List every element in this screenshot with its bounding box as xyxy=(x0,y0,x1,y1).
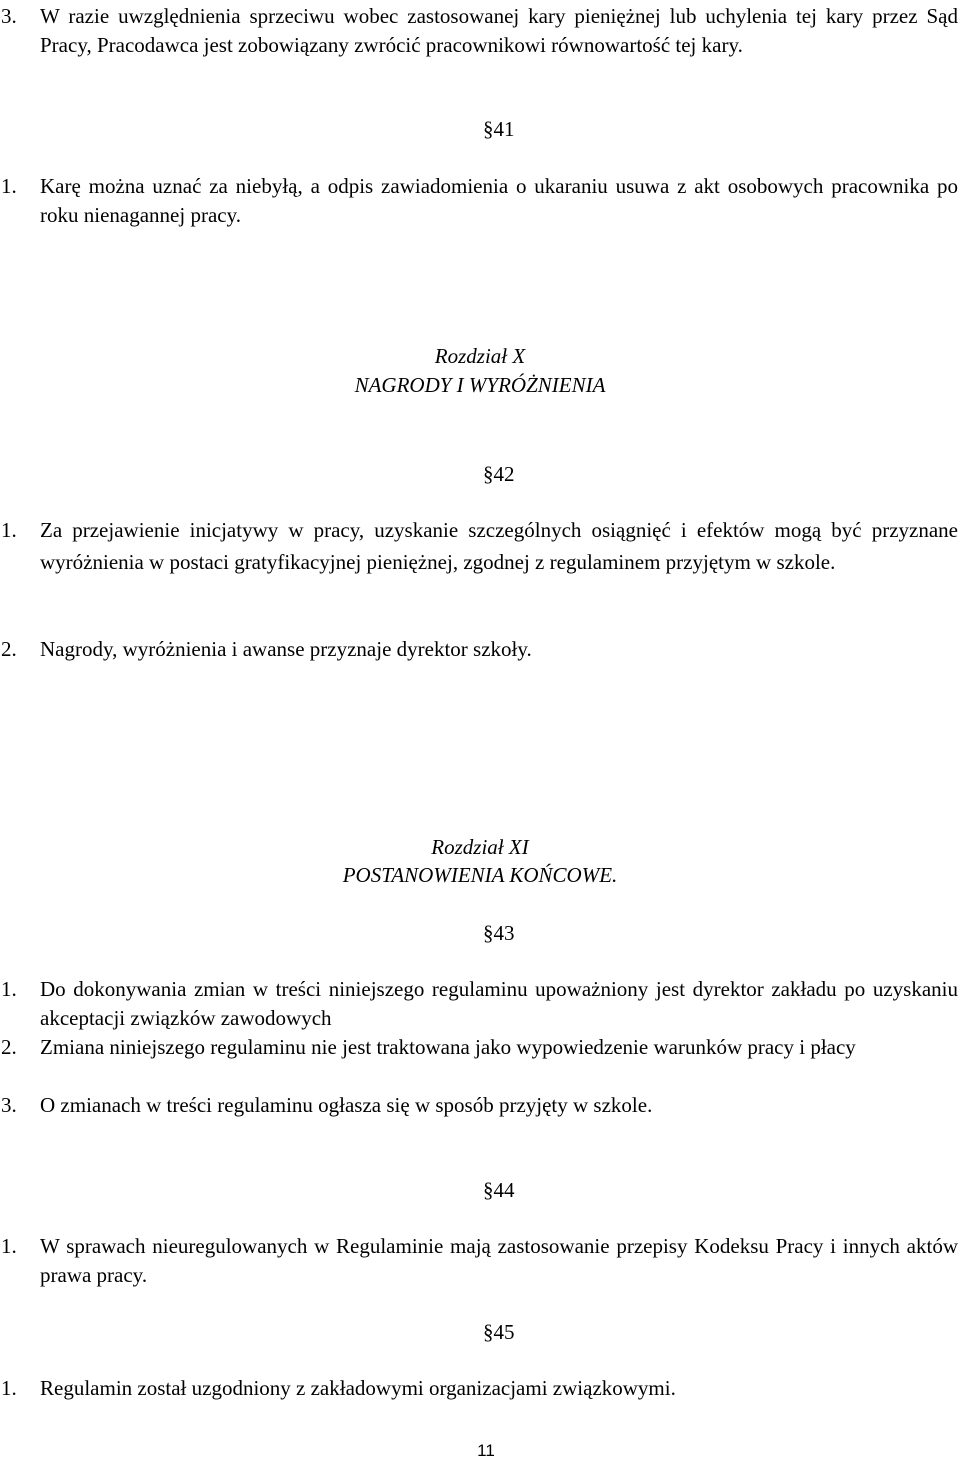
page-number: 11 xyxy=(477,1441,495,1460)
item-number: 2. xyxy=(1,1035,17,1059)
item-number: 3. xyxy=(1,1093,17,1117)
section-heading-41: §41 xyxy=(483,117,515,141)
item-number: 1. xyxy=(1,518,17,542)
item-text: W razie uwzględnienia sprzeciwu wobec zastosowanej kary pieniężnej lub uchylenia tej kary przez Sąd Pracy, Pracodawca jest zobowiązany zwrócić pracownikowi równowartość tej kary. xyxy=(40,4,958,57)
list-item xyxy=(0,514,958,578)
item-text: Do dokonywania zmian w treści niniejszego regulaminu upoważniony jest dyrektor zakładu po uzyskaniu akceptacji związków zawodowych xyxy=(40,977,958,1030)
chapter-title: NAGRODY I WYRÓŻNIENIA xyxy=(354,373,606,397)
chapter-label: Rozdział XI xyxy=(431,835,529,859)
list-item xyxy=(0,975,958,1033)
list-item xyxy=(0,1091,958,1120)
item-number: 1. xyxy=(1,174,17,198)
item-number: 3. xyxy=(1,4,17,28)
item-number: 2. xyxy=(1,637,17,661)
item-number: 1. xyxy=(1,1234,17,1258)
chapter-label: Rozdział X xyxy=(434,344,526,368)
section-heading-42: §42 xyxy=(483,462,515,486)
item-text: Zmiana niniejszego regulaminu nie jest traktowana jako wypowiedzenie warunków pracy i płacy xyxy=(40,1035,856,1059)
list-item xyxy=(0,1033,958,1062)
item-text: Nagrody, wyróżnienia i awanse przyznaje dyrektor szkoły. xyxy=(40,637,532,661)
list-item xyxy=(0,1232,958,1290)
item-text: Regulamin został uzgodniony z zakładowymi organizacjami związkowymi. xyxy=(40,1376,676,1400)
list-item-top xyxy=(0,2,958,60)
item-number: 1. xyxy=(1,1376,17,1400)
section-heading-45: §45 xyxy=(483,1320,515,1344)
section-heading-44: §44 xyxy=(483,1178,515,1202)
item-text: Za przejawienie inicjatywy w pracy, uzyskanie szczególnych osiągnięć i efektów mogą być przyznane wyróżnienia w postaci gratyfikacyjnej pieniężnej, zgodnej z regulaminem przyjętym w szkole. xyxy=(40,518,958,574)
section-heading-43: §43 xyxy=(483,921,515,945)
item-text: O zmianach w treści regulaminu ogłasza się w sposób przyjęty w szkole. xyxy=(40,1093,653,1117)
list-item xyxy=(0,172,958,230)
list-item xyxy=(0,635,958,664)
chapter-title: POSTANOWIENIA KOŃCOWE. xyxy=(342,863,618,887)
list-item xyxy=(0,1374,958,1403)
item-text: W sprawach nieuregulowanych w Regulaminie mają zastosowanie przepisy Kodeksu Pracy i innych aktów prawa pracy. xyxy=(40,1234,958,1287)
item-text: Karę można uznać za niebyłą, a odpis zawiadomienia o ukaraniu usuwa z akt osobowych pracownika po roku nienagannej pracy. xyxy=(40,174,958,227)
item-number: 1. xyxy=(1,977,17,1001)
